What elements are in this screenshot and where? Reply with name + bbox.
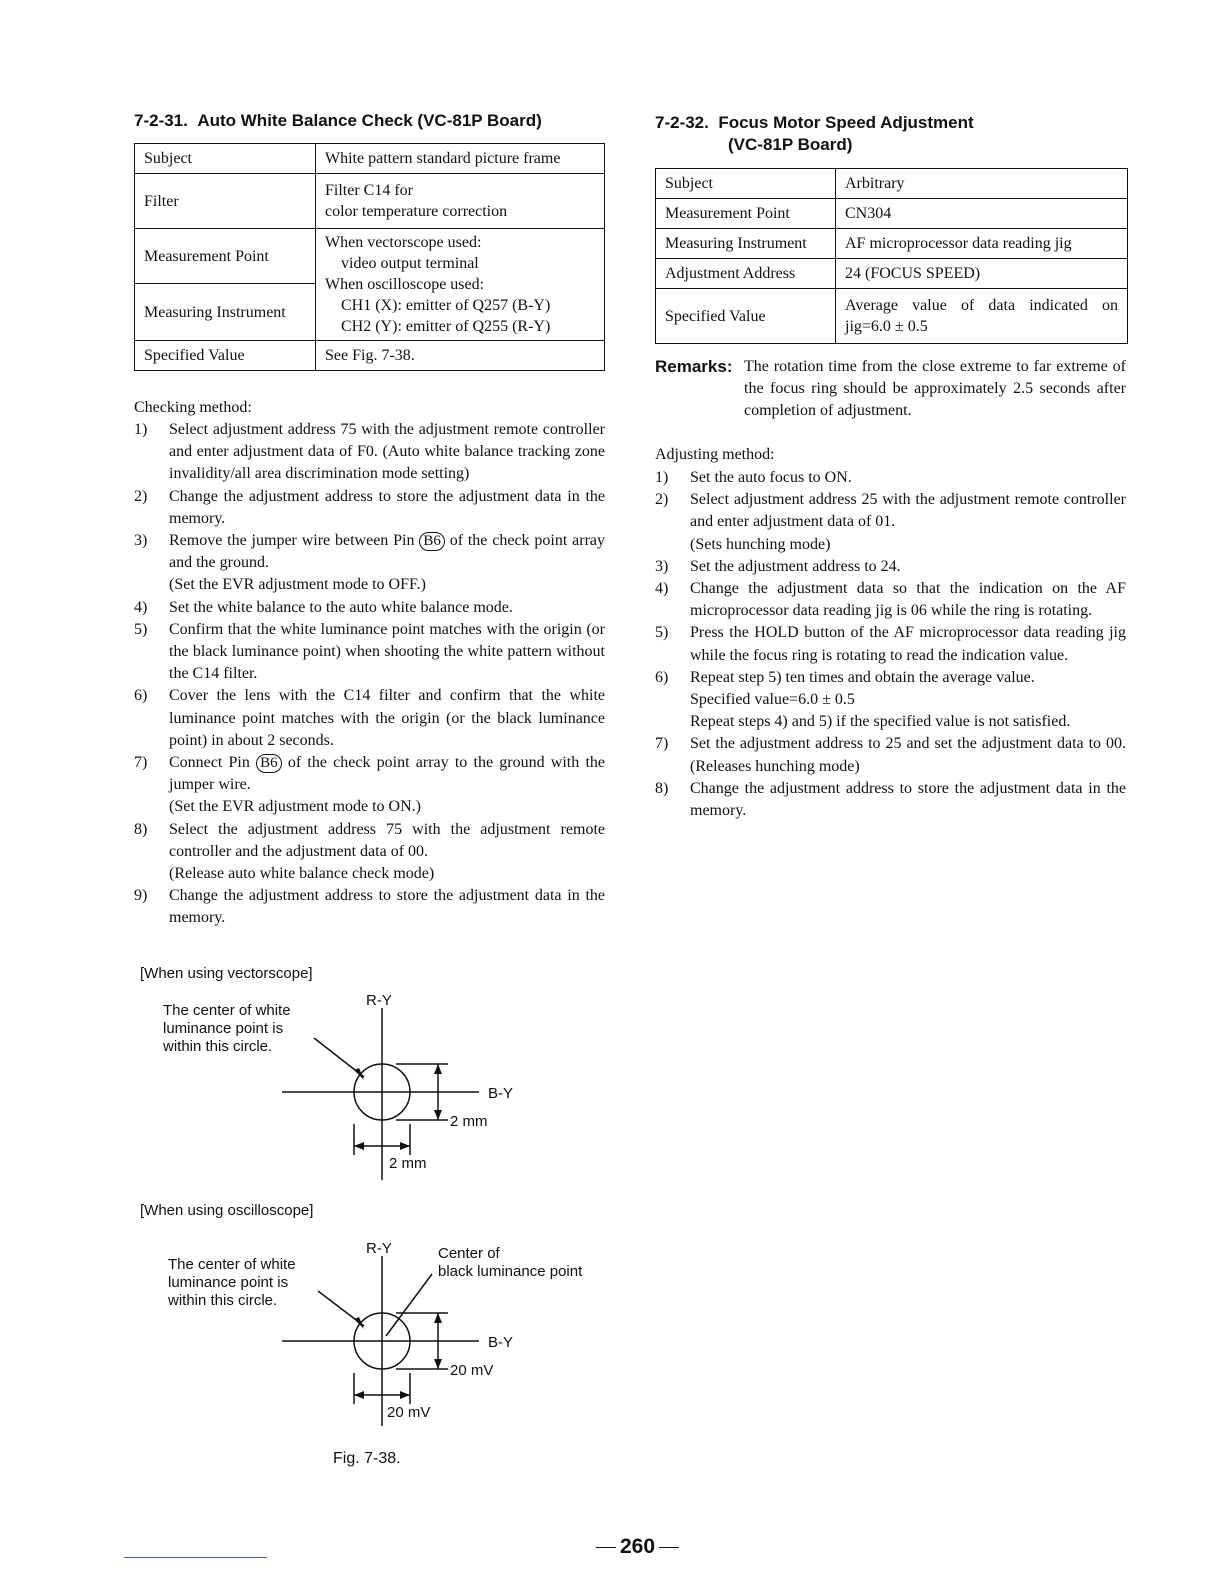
- measurement-line-1: When vectorscope used:: [325, 234, 482, 251]
- section-number: 7-2-31.: [134, 111, 188, 130]
- table-value-filter: [316, 174, 605, 229]
- oscilloscope-title: [When using oscilloscope]: [140, 1202, 314, 1219]
- specified-value-line-1: Average value of data indicated on: [845, 297, 1118, 314]
- list-item: 5) Press the HOLD button of the AF microprocessor data reading jig while the focus ring is rotating to read the indication value.: [655, 624, 1126, 664]
- step-text: Set the adjustment address to 24.: [690, 557, 901, 575]
- spec-table-auto-white-balance: [134, 143, 605, 371]
- pin-b6-badge: B6: [256, 754, 282, 773]
- measurement-line-5: CH2 (Y): emitter of Q255 (R-Y): [341, 318, 551, 335]
- list-item: 3) Remove the jumper wire between Pin B6 of the check point array and the ground. (Set the EVR adjustment mode to OFF.): [134, 530, 605, 597]
- list-item: 8) Change the adjustment address to store the adjustment data in the memory.: [655, 779, 1126, 820]
- step-note: (Release auto white balance check mode): [169, 865, 435, 883]
- page-number-dash-left: [596, 1547, 616, 1548]
- arrowhead: [400, 1391, 410, 1399]
- pointer-arrowhead: [354, 1317, 364, 1329]
- filter-line-1: Filter C14 for: [325, 182, 413, 199]
- table-label-adjustment-address: Adjustment Address: [656, 259, 836, 289]
- list-item: 1) Set the auto focus to ON.: [655, 469, 852, 486]
- step-text: Repeat step 5) ten times and obtain the average value.: [690, 668, 1035, 686]
- arrowhead: [400, 1142, 410, 1150]
- oscilloscope-arrows: [354, 1313, 442, 1399]
- vectorscope-ry-label: R-Y: [366, 992, 392, 1009]
- pointer-arrowhead: [354, 1068, 364, 1080]
- arrowhead: [434, 1110, 442, 1120]
- arrowhead: [354, 1142, 364, 1150]
- section-title-line-1: Focus Motor Speed Adjustment: [718, 113, 974, 132]
- checking-steps-list: [134, 419, 605, 930]
- step-note: (Set the EVR adjustment mode to ON.): [169, 798, 421, 816]
- step-text: Change the adjustment address to store the adjustment data in the memory.: [169, 487, 605, 527]
- arrowhead: [434, 1313, 442, 1323]
- black-point-label-line-1: Center of: [438, 1245, 500, 1262]
- table-value-subject: White pattern standard picture frame: [316, 144, 605, 174]
- figure-caption: Fig. 7-38.: [333, 1450, 401, 1467]
- step-text: Select adjustment address 75 with the adjustment remote controller and enter adjustment data of F0. (Auto white balance tracking zone invalidity/all area discrimination mode setting): [169, 421, 605, 483]
- table-value-adjustment-address: 24 (FOCUS SPEED): [836, 259, 1128, 289]
- remarks-text: The rotation time from the close extreme to far extreme of the focus ring should be approximately 2.5 seconds after completion of adjustment.: [744, 358, 1126, 420]
- step-text: Select the adjustment address 75 with the adjustment remote controller and the adjustment data of 00.: [169, 820, 605, 860]
- table-label-measuring-instrument: Measuring Instrument: [135, 284, 316, 341]
- remarks-label: Remarks:: [655, 357, 733, 376]
- vectorscope-dim-horizontal: 2 mm: [389, 1155, 427, 1172]
- table-value-subject: Arbitrary: [836, 169, 1128, 199]
- table-label-filter: Filter: [135, 174, 316, 229]
- oscilloscope-note-line-2: luminance point is: [168, 1274, 289, 1291]
- table-label-measurement-point: Measurement Point: [656, 199, 836, 229]
- list-item: 5) Confirm that the white luminance point matches with the origin (or the black luminance point) when shooting the white pattern without the C14 filter.: [134, 620, 605, 683]
- step-text: Set the auto focus to ON.: [690, 469, 852, 486]
- remarks-block: [655, 356, 1126, 423]
- adjusting-method-title: Adjusting method:: [655, 446, 775, 463]
- table-label-specified-value: Specified Value: [656, 289, 836, 344]
- table-label-subject: Subject: [656, 169, 836, 199]
- step-text: Remove the jumper wire between Pin: [169, 532, 415, 550]
- step-text: Press the HOLD button of the AF microprocessor data reading jig while the focus ring is rotating to read the indication value.: [690, 624, 1126, 664]
- list-item: 3) Set the adjustment address to 24.: [655, 557, 901, 575]
- step-text: of the check point array and the ground.: [169, 532, 605, 572]
- step-text: Change the adjustment address to store the adjustment data in the memory.: [690, 779, 1126, 820]
- section-heading-7-2-32: [655, 112, 974, 156]
- vectorscope-note-line-2: luminance point is: [163, 1020, 284, 1037]
- step-note: (Sets hunching mode): [690, 535, 831, 553]
- table-value-specified-value: [836, 289, 1128, 344]
- list-item: 6) Repeat step 5) ten times and obtain the average value. Specified value=6.0 ± 0.5 Repeat steps 4) and 5) if the specified value is not satisfied.: [655, 667, 1126, 734]
- pin-b6-badge: B6: [419, 532, 445, 551]
- vectorscope-arrows: [354, 1064, 442, 1150]
- oscilloscope-note-line-1: The center of white: [168, 1256, 296, 1273]
- table-value-measurement-point: CN304: [836, 199, 1128, 229]
- table-value-measuring-instrument: AF microprocessor data reading jig: [836, 229, 1128, 259]
- arrowhead: [354, 1391, 364, 1399]
- vectorscope-note-line-1: The center of white: [163, 1002, 291, 1019]
- footer-rule: [124, 1557, 267, 1558]
- step-text: Change the adjustment data so that the indication on the AF microprocessor data reading jig is 06 while the ring is rotating.: [690, 580, 1126, 620]
- page-number-value: 260: [620, 1535, 656, 1558]
- filter-line-2: color temperature correction: [325, 203, 508, 220]
- table-label-measurement-point: Measurement Point: [135, 229, 316, 284]
- black-point-pointer: [386, 1274, 432, 1336]
- vectorscope-title: [When using vectorscope]: [140, 965, 313, 982]
- measurement-line-2: video output terminal: [341, 255, 479, 272]
- list-item: 4) Set the white balance to the auto white balance mode.: [134, 598, 513, 616]
- section-number: 7-2-32.: [655, 113, 709, 132]
- measurement-line-4: CH1 (X): emitter of Q257 (B-Y): [341, 297, 551, 314]
- table-value-measurement: [316, 229, 605, 341]
- step-text: Connect Pin: [169, 754, 250, 772]
- oscilloscope-ry-label: R-Y: [366, 1240, 392, 1257]
- spec-table-focus-motor: [655, 168, 1128, 344]
- oscilloscope-dim-horizontal: 20 mV: [387, 1404, 431, 1421]
- adjusting-steps-list: [655, 467, 1126, 822]
- black-point-label-line-2: black luminance point: [438, 1263, 583, 1280]
- list-item: 6) Cover the lens with the C14 filter and confirm that the white luminance point matches with the origin (or the black luminance point) in about 2 seconds.: [134, 687, 605, 749]
- vectorscope-by-label: B-Y: [488, 1085, 514, 1102]
- vectorscope-dim-vertical: 2 mm: [450, 1113, 488, 1130]
- measurement-line-3: When oscilloscope used:: [325, 276, 485, 293]
- table-label-specified-value: Specified Value: [135, 341, 316, 371]
- page-number-dash-right: [659, 1547, 679, 1548]
- arrowhead: [434, 1359, 442, 1369]
- step-text: Select adjustment address 25 with the adjustment remote controller and enter adjustment data of 01.: [690, 491, 1126, 531]
- vectorscope-note-line-3: within this circle.: [163, 1038, 273, 1055]
- list-item: 8) Select the adjustment address 75 with the adjustment remote controller and the adjustment data of 00. (Release auto white balance check mode): [134, 819, 605, 886]
- figure-7-38: [134, 958, 614, 1478]
- page-number: [592, 1535, 683, 1559]
- table-label-measuring-instrument: Measuring Instrument: [656, 229, 836, 259]
- list-item: 4) Change the adjustment data so that the indication on the AF microprocessor data reading jig is 06 while the ring is rotating.: [655, 580, 1126, 620]
- step-text: Cover the lens with the C14 filter and confirm that the white luminance point matches with the origin (or the black luminance point) in about 2 seconds.: [169, 687, 605, 749]
- list-item: 2) Change the adjustment address to store the adjustment data in the memory.: [134, 487, 605, 527]
- step-text: of the check point array to the ground with the jumper wire.: [169, 754, 606, 794]
- vectorscope-diagram: [282, 1008, 479, 1180]
- step-text: Set the adjustment address to 25 and set the adjustment data to 00. (Releases hunching mode): [690, 735, 1126, 775]
- specified-value-line-2: jig=6.0 ± 0.5: [845, 318, 928, 335]
- step-note: Repeat steps 4) and 5) if the specified value is not satisfied.: [690, 713, 1071, 731]
- list-item: 7) Connect Pin B6 of the check point array to the ground with the jumper wire. (Set the EVR adjustment mode to ON.): [134, 752, 605, 819]
- list-item: 7) Set the adjustment address to 25 and set the adjustment data to 00. (Releases hunching mode): [655, 735, 1126, 775]
- oscilloscope-diagram: [282, 1256, 479, 1426]
- list-item: 1) Select adjustment address 75 with the adjustment remote controller and enter adjustment data of F0. (Auto white balance tracking zone invalidity/all area discrimination mode setting): [134, 421, 605, 483]
- step-note: (Set the EVR adjustment mode to OFF.): [169, 576, 426, 594]
- step-text: Change the adjustment address to store the adjustment data in the memory.: [169, 887, 605, 927]
- oscilloscope-by-label: B-Y: [488, 1334, 514, 1351]
- oscilloscope-dim-vertical: 20 mV: [450, 1362, 494, 1379]
- list-item: 2) Select adjustment address 25 with the adjustment remote controller and enter adjustment data of 01. (Sets hunching mode): [655, 489, 1126, 556]
- step-note: Specified value=6.0 ± 0.5: [690, 691, 855, 709]
- step-text: Set the white balance to the auto white balance mode.: [169, 598, 513, 616]
- oscilloscope-note-line-3: within this circle.: [168, 1292, 278, 1309]
- list-item: 9) Change the adjustment address to store the adjustment data in the memory.: [134, 887, 605, 927]
- section-title-line-2: (VC-81P Board): [728, 135, 853, 154]
- table-label-subject: Subject: [135, 144, 316, 174]
- section-title: Auto White Balance Check (VC-81P Board): [197, 111, 542, 130]
- step-text: Confirm that the white luminance point matches with the origin (or the black luminance point) when shooting the white pattern without the C14 filter.: [169, 620, 605, 683]
- checking-method-title: Checking method:: [134, 399, 252, 416]
- section-heading-7-2-31: [134, 110, 542, 132]
- arrowhead: [434, 1064, 442, 1074]
- table-value-specified-value: See Fig. 7-38.: [316, 341, 605, 371]
